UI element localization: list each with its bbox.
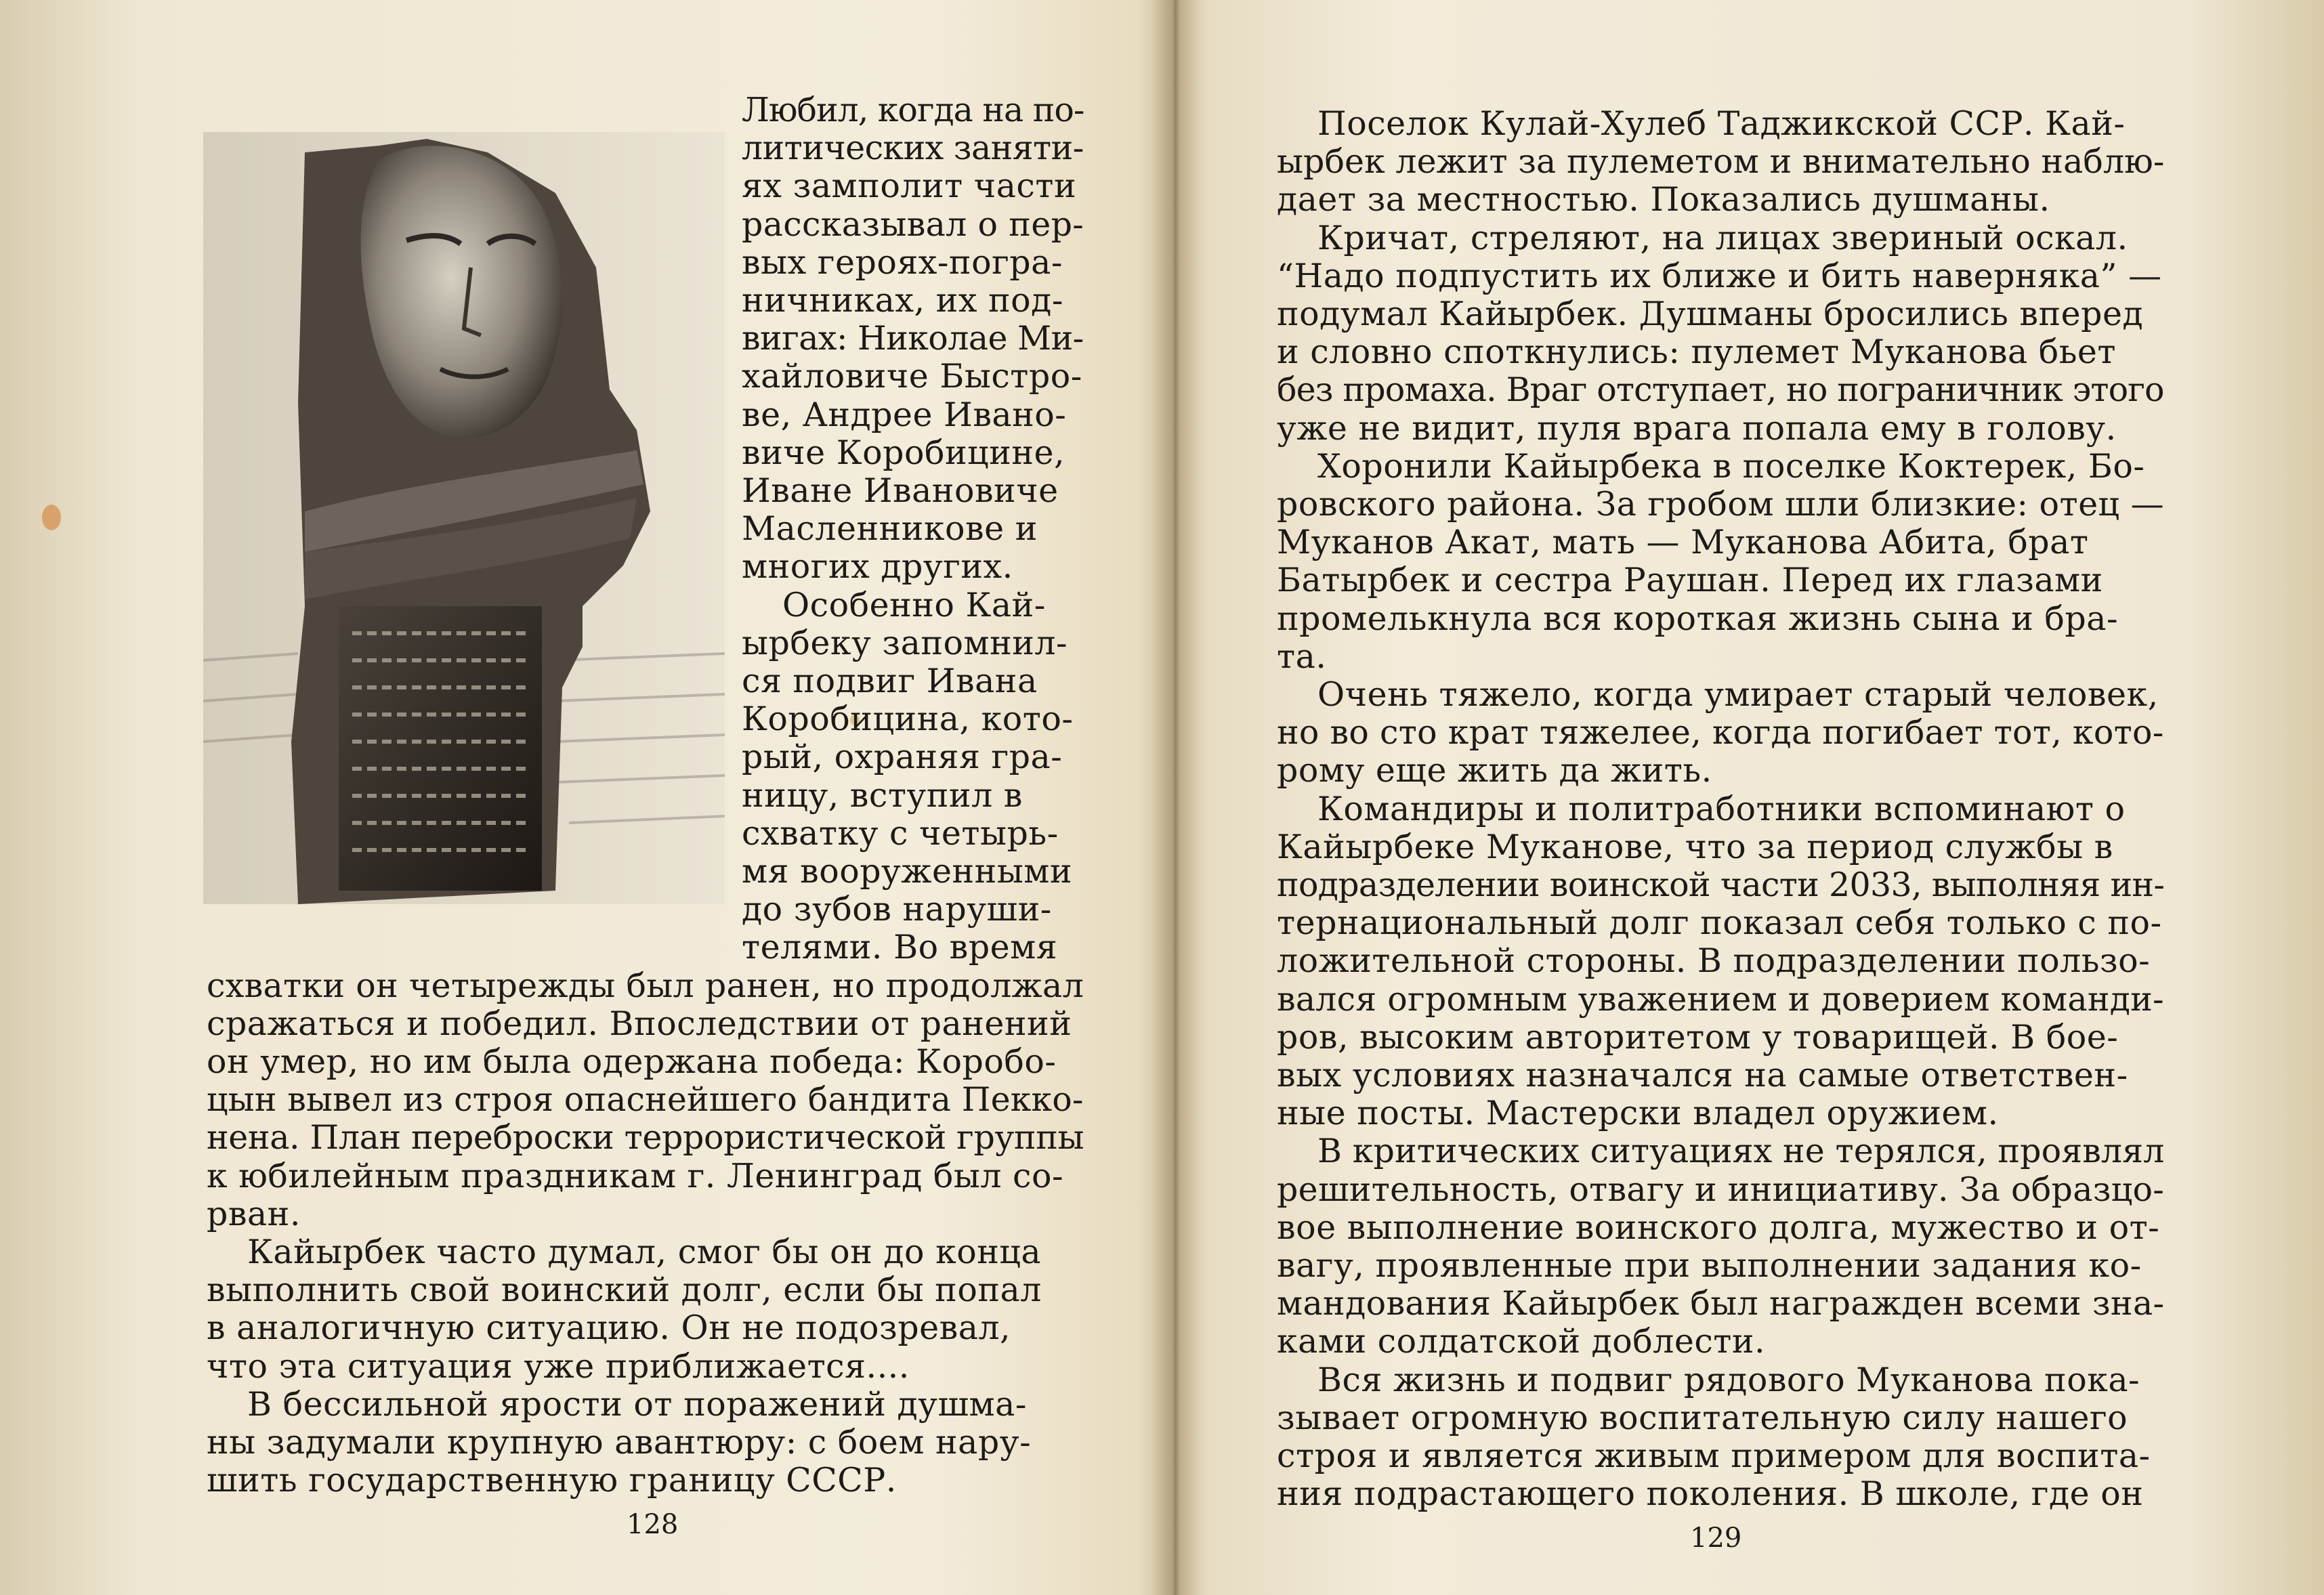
text-line: мандования Кайырбек был награжден всеми зна- bbox=[1277, 1284, 2165, 1323]
text-line: Иване Ивановиче bbox=[742, 471, 1059, 510]
text-line: ся подвиг Ивана bbox=[742, 662, 1038, 700]
text-line: схватки он четырежды был ранен, но продолжал bbox=[207, 966, 1084, 1005]
text-line: Хоронили Кайырбека в поселке Коктерек, Бо- bbox=[1317, 446, 2145, 486]
text-line: цын вывел из строя опаснейшего бандита Пекко- bbox=[207, 1080, 1084, 1120]
text-line: подразделении воинской части 2033, выполняя ин- bbox=[1277, 866, 2165, 904]
text-line: Кричат, стреляют, на лицах звериный оскал. bbox=[1317, 218, 2128, 257]
page-number: 128 bbox=[627, 1509, 679, 1540]
text-line: “Надо подпустить их ближе и бить наверняка” — bbox=[1277, 256, 2162, 295]
text-line: выполнить свой воинский долг, если бы попал bbox=[207, 1271, 1042, 1310]
text-line: рому еще жить да жить. bbox=[1277, 751, 1712, 790]
text-line: ны задумали крупную авантюру: с боем нару- bbox=[207, 1423, 1032, 1462]
text-line: хайловиче Быстро- bbox=[742, 357, 1082, 396]
text-line: ях замполит части bbox=[742, 167, 1077, 206]
text-line: тернациональный долг показал себя только с по- bbox=[1277, 903, 2162, 943]
text-line: Кайырбек часто думал, смог бы он до конца bbox=[247, 1233, 1042, 1271]
text-line: ные посты. Мастерски владел оружием. bbox=[1277, 1094, 1999, 1133]
text-line: рассказывал о пер- bbox=[742, 205, 1084, 244]
text-line: схватку с четырь- bbox=[742, 813, 1059, 853]
text-line: вых героях-погра- bbox=[742, 242, 1063, 282]
text-line: и словно споткнулись: пулемет Муканова бьет bbox=[1277, 333, 2117, 372]
text-line: что эта ситуация уже приближается.... bbox=[207, 1346, 910, 1386]
text-line: ложительной стороны. В подразделении пользо- bbox=[1277, 941, 2151, 981]
text-line: та. bbox=[1277, 637, 1327, 676]
text-line: но во сто крат тяжелее, когда погибает тот, кото- bbox=[1277, 713, 2164, 752]
text-line: Любил, когда на по- bbox=[742, 91, 1084, 129]
text-line: сражаться и победил. Впоследствии от ранений bbox=[207, 1004, 1072, 1043]
text-line: до зубов наруши- bbox=[742, 890, 1052, 929]
text-line: ничниках, их под- bbox=[742, 281, 1063, 320]
text-line: Муканов Акат, мать — Муканова Абита, брат bbox=[1277, 523, 2089, 562]
text-line: вигах: Николае Ми- bbox=[742, 319, 1084, 358]
text-line: Кайырбеке Муканове, что за период службы в bbox=[1277, 827, 2113, 866]
text-line: Коробицина, кото- bbox=[742, 700, 1074, 739]
right-page bbox=[1175, 0, 2324, 1595]
text-line: строя и является живым примером для воспита- bbox=[1277, 1437, 2151, 1475]
text-line: в аналогичную ситуацию. Он не подозревал, bbox=[207, 1309, 1011, 1348]
text-line: Батырбек и сестра Раушан. Перед их глазами bbox=[1277, 561, 2103, 600]
text-line: ырбек лежит за пулеметом и внимательно наблю- bbox=[1277, 142, 2165, 182]
paper-stain bbox=[42, 505, 61, 530]
text-line: ров, высоким авторитетом у товарищей. В боe- bbox=[1277, 1017, 2119, 1057]
text-line: без промаха. Враг отступает, но пограничник этого bbox=[1277, 370, 2164, 410]
text-line: литических заняти- bbox=[742, 129, 1084, 168]
text-line: ровского района. За гробом шли близкие: отец — bbox=[1277, 485, 2165, 524]
text-line: вался огромным уважением и доверием команди- bbox=[1277, 979, 2164, 1019]
text-line: виче Коробицине, bbox=[742, 433, 1065, 472]
text-line: Очень тяжело, когда умирает старый человек, bbox=[1317, 675, 2159, 714]
text-line: многих других. bbox=[742, 547, 1013, 587]
text-line: вагу, проявленные при выполнении задания ко- bbox=[1277, 1246, 2142, 1285]
text-line: Командиры и политработники вспоминают о bbox=[1317, 789, 2126, 828]
text-line: подумал Кайырбек. Душманы бросились вперед bbox=[1277, 295, 2144, 333]
text-line: рый, охраняя гра- bbox=[742, 738, 1063, 777]
text-line: Вся жизнь и подвиг рядового Муканова пока- bbox=[1317, 1360, 2140, 1399]
text-line: Поселок Кулай-Хулеб Таджикской ССР. Кай- bbox=[1317, 104, 2126, 143]
text-line: В критических ситуациях не терялся, проявлял bbox=[1317, 1132, 2165, 1171]
text-line: вое выполнение воинского долга, мужество и от- bbox=[1277, 1208, 2160, 1247]
text-line: зывает огромную воспитательную силу нашего bbox=[1277, 1398, 2128, 1437]
book-spine-shadow bbox=[1152, 0, 1199, 1595]
text-line: ками солдатской доблести. bbox=[1277, 1322, 1766, 1361]
text-line: телями. Во время bbox=[742, 928, 1058, 967]
text-line: дает за местностью. Показались душманы. bbox=[1277, 180, 2050, 219]
text-line: ве, Андрее Ивано- bbox=[742, 395, 1067, 434]
page-number: 129 bbox=[1690, 1523, 1742, 1554]
text-line: к юбилейным праздникам г. Ленинград был со- bbox=[207, 1156, 1064, 1195]
text-line: ницу, вступил в bbox=[742, 775, 1023, 815]
text-line: Масленникове и bbox=[742, 509, 1038, 549]
text-line: промелькнула вся короткая жизнь сына и бра- bbox=[1277, 599, 2119, 638]
text-line: нена. План переброски террористической группы bbox=[207, 1118, 1084, 1157]
text-line: рван. bbox=[207, 1194, 301, 1233]
text-line: ырбеку запомнил- bbox=[742, 623, 1068, 662]
text-line: уже не видит, пуля врага попала ему в голову. bbox=[1277, 408, 2117, 448]
text-line: мя вооруженными bbox=[742, 852, 1073, 891]
memorial-plaque-photo bbox=[203, 132, 725, 904]
text-line: В бессильной ярости от поражений душма- bbox=[247, 1384, 1027, 1424]
text-line: вых условиях назначался на самые ответствен- bbox=[1277, 1056, 2128, 1094]
text-line: шить государственную границу СССР. bbox=[207, 1461, 897, 1500]
text-line: ния подрастающего поколения. В школе, где он bbox=[1277, 1474, 2144, 1514]
text-line: решительность, отвагу и инициативу. За образцо- bbox=[1277, 1170, 2165, 1209]
text-line: он умер, но им была одержана победа: Коробо- bbox=[207, 1042, 1057, 1081]
text-line: Особенно Кай- bbox=[782, 585, 1046, 624]
